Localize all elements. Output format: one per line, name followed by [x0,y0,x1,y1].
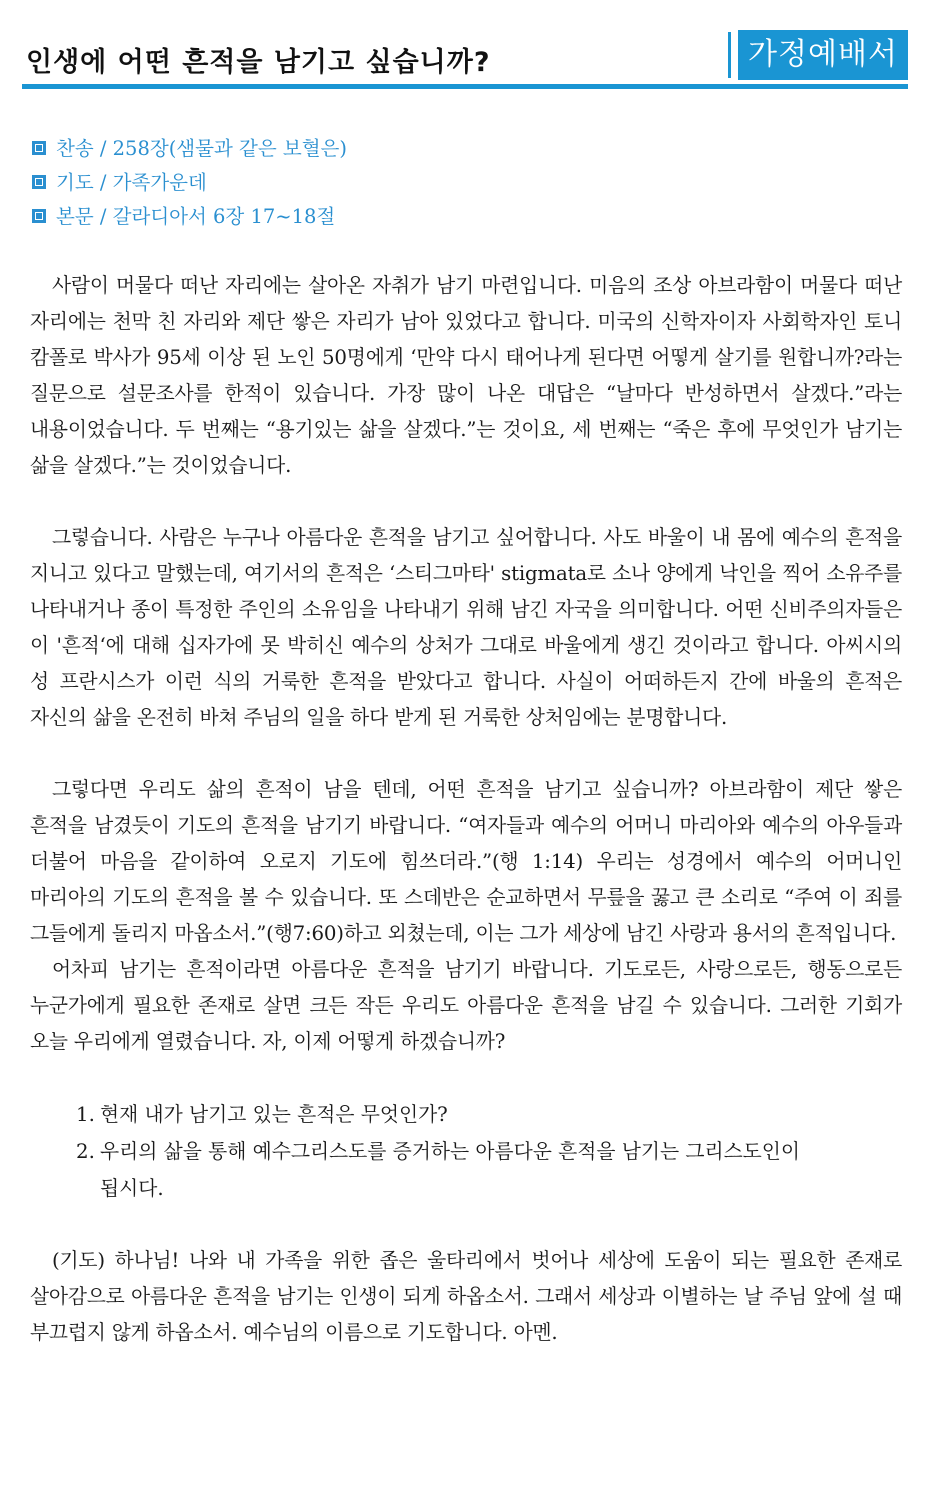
question-text: 현재 내가 남기고 있는 흔적은 무엇인가? [100,1103,448,1126]
page-header [22,26,908,90]
question-text: 우리의 삶을 통해 예수그리스도를 증거하는 아름다운 흔적을 남기는 그리스도인이 됩시다. [100,1140,801,1200]
paragraph-4: 어차피 남기는 흔적이라면 아름다운 흔적을 남기기 바랍니다. 기도로든, 사랑으로든, 행동으로든 누군가에게 필요한 존재로 살면 크든 작든 우리도 아름다운 흔적을 남길 수 있습니다. 그러한 기회가 오늘 우리에게 열렸습니다. 자, 이제 어떻게 하겠습니까? [30,958,902,1053]
page-title: 인생에 어떤 흔적을 남기고 싶습니까? [26,47,491,78]
sermon-body [30,268,902,1351]
section-badge: 가정예배서 [738,30,908,80]
reflection-questions [30,1096,902,1207]
square-bullet-icon [32,209,46,223]
list-item [76,1096,902,1133]
paragraph-3: 그렇다면 우리도 삶의 흔적이 남을 텐데, 어떤 흔적을 남기고 싶습니까? 아브라함이 제단 쌓은 흔적을 남겼듯이 기도의 흔적을 남기기 바랍니다. “여자들과 예수의 어머니 마리아와 예수의 아우들과 더불어 마음을 같이하여 오로지 기도에 힘쓰더라.”(행 1:14) 우리는 성경에서 예수의 어머니인 마리아의 기도의 흔적을 볼 수 있습니다. 또 스데반은 순교하면서 무릎을 꿇고 큰 소리로 “주여 이 죄를 그들에게 돌리지 마옵소서.”(행7:60)하고 외쳤는데, 이는 그가 세상에 남긴 사랑과 용서의 흔적입니다. [30,778,902,945]
header-rule [22,84,908,89]
prayer-leader-text: 기도 / 가족가운데 [56,171,207,194]
scripture-info [32,200,892,234]
square-bullet-icon [32,175,46,189]
question-number: 2. [76,1140,95,1163]
hymn-info [32,132,892,166]
title-divider [728,32,731,78]
closing-prayer: (기도) 하나님! 나와 내 가족을 위한 좁은 울타리에서 벗어나 세상에 도움이 되는 필요한 존재로 살아감으로 아름다운 흔적을 남기는 인생이 되게 하옵소서. 그래서 세상과 이별하는 날 주님 앞에 설 때 부끄럽지 않게 하옵소서. 예수님의 이름으로 기도합니다. 아멘. [30,1249,902,1344]
paragraph-1: 사람이 머물다 떠난 자리에는 살아온 자취가 남기 마련입니다. 미음의 조상 아브라함이 머물다 떠난 자리에는 천막 친 자리와 제단 쌓은 자리가 남아 있었다고 합니다. 미국의 신학자이자 사회학자인 토니 캄폴로 박사가 95세 이상 된 노인 50명에게 ‘만약 다시 태어나게 된다면 어떻게 살기를 원합니까?라는 질문으로 설문조사를 한적이 있습니다. 가장 많이 나온 대답은 “날마다 반성하면서 살겠다.”라는 내용이었습니다. 두 번째는 “용기있는 삶을 살겠다.”는 것이요, 세 번째는 “죽은 후에 무엇인가 남기는 삶을 살겠다.”는 것이었습니다. [30,274,902,477]
hymn-text: 찬송 / 258장(샘물과 같은 보혈은) [56,137,348,160]
list-item [76,1133,902,1207]
paragraph-2: 그렇습니다. 사람은 누구나 아름다운 흔적을 남기고 싶어합니다. 사도 바울이 내 몸에 예수의 흔적을 지니고 있다고 말했는데, 여기서의 흔적은 ‘스티그마타' stigmata로 소나 양에게 낙인을 찍어 소유주를 나타내거나 종이 특정한 주인의 소유임을 나타내기 위해 남긴 자국을 의미합니다. 어떤 신비주의자들은 이 '흔적‘에 대해 십자가에 못 박히신 예수의 상처가 그대로 바울에게 생긴 것이라고 합니다. 아씨시의 성 프란시스가 이런 식의 거룩한 흔적을 받았다고 합니다. 사실이 어떠하든지 간에 바울의 흔적은 자신의 삶을 온전히 바쳐 주님의 일을 하다 받게 된 거룩한 상처임에는 분명합니다. [30,526,902,729]
worship-info [32,132,892,234]
question-number: 1. [76,1103,95,1126]
square-bullet-icon [32,141,46,155]
scripture-text: 본문 / 갈라디아서 6장 17~18절 [56,205,336,228]
prayer-info [32,166,892,200]
